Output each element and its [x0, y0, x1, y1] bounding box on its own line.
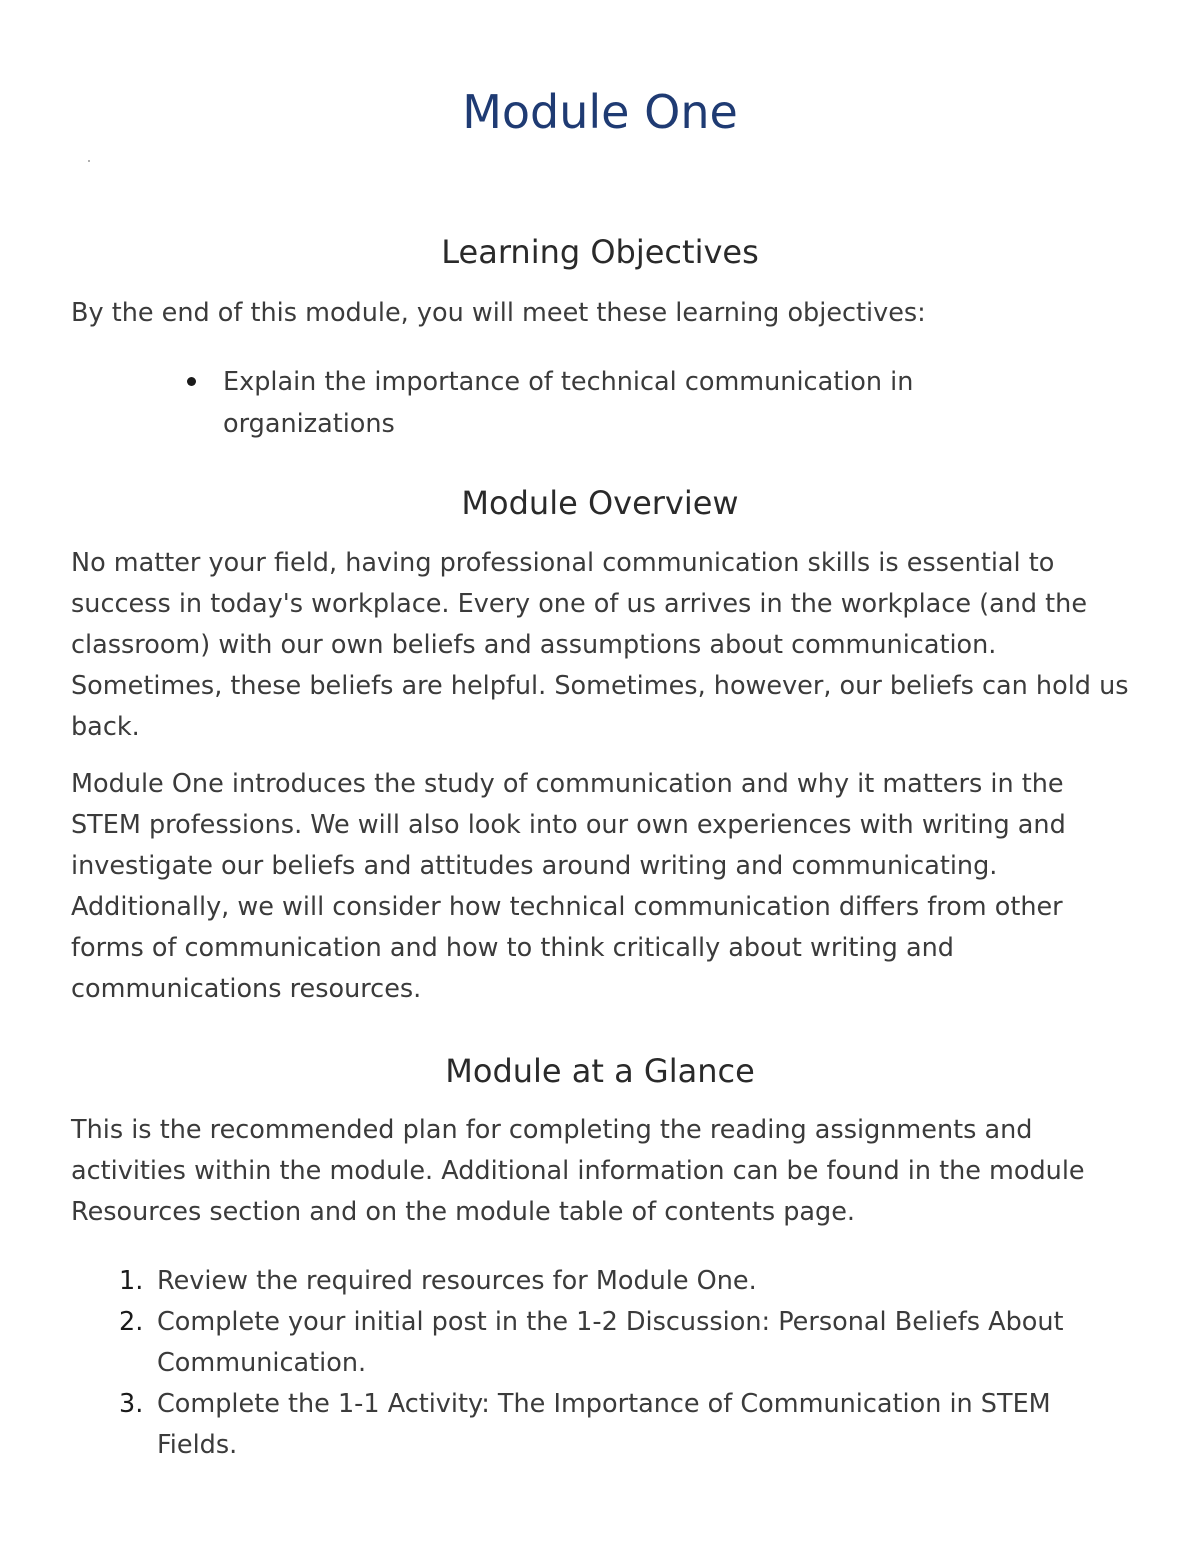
overview-paragraph-2: Module One introduces the study of communication and why it matters in the STEM professions. We will also look into our own experiences with writing and investigate our beliefs and attitudes around writing and communicating. Additionally, we will consider how technical communication differs from other forms of communication and how to think critically about writing and communications resources. — [71, 769, 1066, 1004]
bullet-icon — [187, 377, 196, 386]
objective-text: Explain the importance of technical communication in organizations — [223, 367, 914, 439]
page-title: Module One — [462, 85, 738, 139]
list-item — [119, 1384, 1117, 1466]
step-number: 3. — [119, 1389, 144, 1419]
step-text: Complete the 1-1 Activity: The Importance of Communication in STEM Fields. — [157, 1389, 1051, 1460]
overview-paragraph-1: No matter your field, having professional communication skills is essential to success in today's workplace. Every one of us arrives in the workplace (and the classroom) with our own beliefs and assumptions about communication. Sometimes, these beliefs are helpful. Sometimes, however, our beliefs can hold us back. — [71, 548, 1129, 742]
list-item — [119, 1261, 1117, 1302]
stray-dot — [88, 160, 90, 162]
learning-objectives-list — [223, 361, 1053, 445]
step-number: 1. — [119, 1266, 144, 1296]
glance-intro: This is the recommended plan for completing the reading assignments and activities within the module. Additional information can be found in the module Resources section and on the module table of contents page. — [71, 1115, 1085, 1227]
step-text: Review the required resources for Module One. — [157, 1266, 757, 1296]
plan-steps-list — [119, 1261, 1117, 1466]
learning-objectives-heading: Learning Objectives — [441, 233, 759, 271]
list-item — [119, 1302, 1117, 1384]
step-text: Complete your initial post in the 1-2 Discussion: Personal Beliefs About Communication. — [157, 1307, 1064, 1378]
step-number: 2. — [119, 1307, 144, 1337]
learning-objectives-intro: By the end of this module, you will meet these learning objectives: — [71, 298, 926, 328]
module-at-a-glance-heading: Module at a Glance — [445, 1052, 755, 1090]
module-overview-heading: Module Overview — [461, 484, 739, 522]
list-item — [223, 361, 1053, 445]
